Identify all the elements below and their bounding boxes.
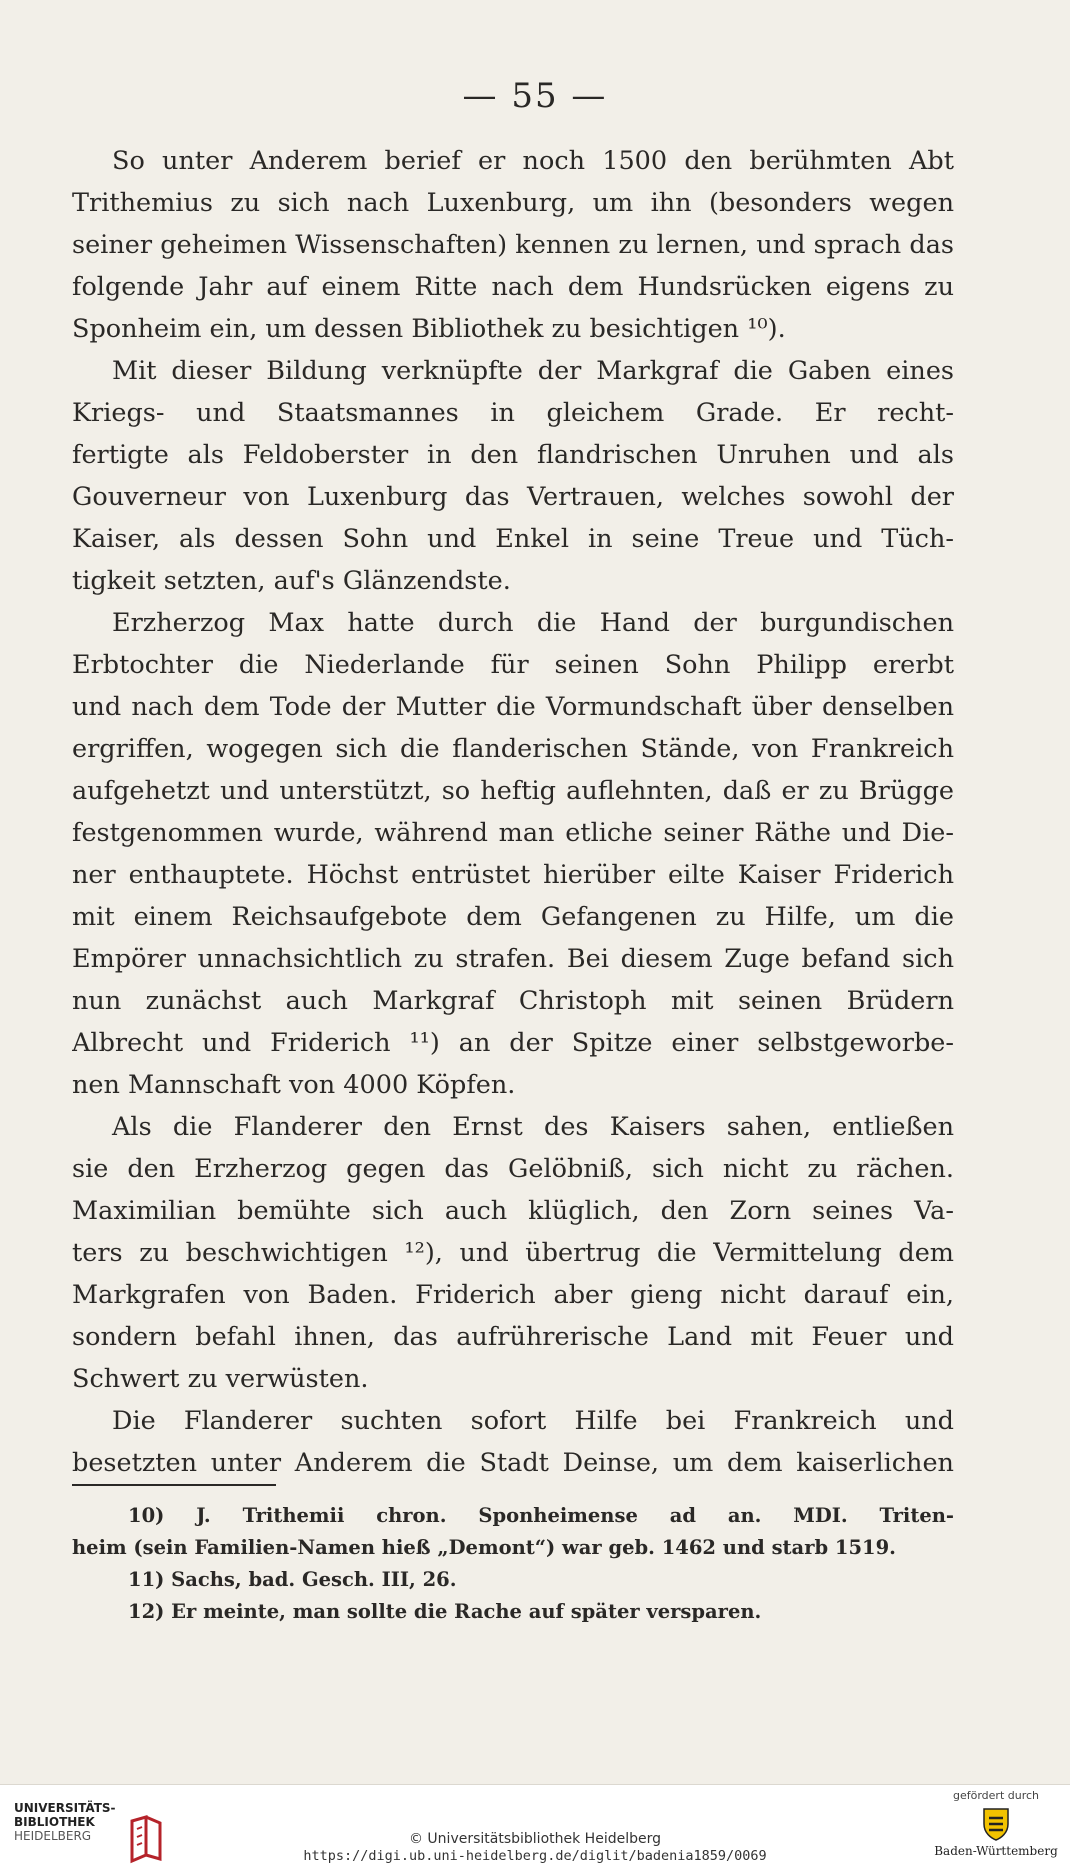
text-line: ner enthauptete. Höchst entrüstet hierüber eilte Kaiser Friderich bbox=[72, 860, 954, 890]
text-line: Als die Flanderer den Ernst des Kaisers sahen, entließen bbox=[112, 1112, 954, 1142]
text-line: sondern befahl ihnen, das aufrührerische Land mit Feuer und bbox=[72, 1322, 954, 1352]
text-line: Markgrafen von Baden. Friderich aber gieng nicht darauf ein, bbox=[72, 1280, 954, 1310]
text-line: Albrecht und Friderich ¹¹) an der Spitze einer selbstgeworbe- bbox=[72, 1028, 954, 1058]
text-line: nen Mannschaft von 4000 Köpfen. bbox=[72, 1070, 516, 1100]
library-logo[interactable] bbox=[14, 1801, 154, 1843]
text-line: sie den Erzherzog gegen das Gelöbniß, sich nicht zu rächen. bbox=[72, 1154, 954, 1184]
text-line: mit einem Reichsaufgebote dem Gefangenen zu Hilfe, um die bbox=[72, 902, 954, 932]
text-line: ergriffen, wogegen sich die flanderischen Stände, von Frankreich bbox=[72, 734, 954, 764]
text-line: Sponheim ein, um dessen Bibliothek zu besichtigen ¹⁰). bbox=[72, 314, 786, 344]
sponsor-label: gefördert durch bbox=[952, 1789, 1040, 1802]
text-line: Die Flanderer suchten sofort Hilfe bei Frankreich und bbox=[112, 1406, 954, 1436]
copyright-notice: © Universitätsbibliothek Heidelberg bbox=[408, 1831, 661, 1847]
text-line: fertigte als Feldoberster in den flandrischen Unruhen und als bbox=[72, 440, 954, 470]
text-line: tigkeit setzten, auf's Glänzendste. bbox=[72, 566, 511, 596]
text-line: Erzherzog Max hatte durch die Hand der burgundischen bbox=[112, 608, 954, 638]
text-line: Kaiser, als dessen Sohn und Enkel in seine Treue und Tüch- bbox=[72, 524, 954, 554]
text-line: Gouverneur von Luxenburg das Vertrauen, welches sowohl der bbox=[72, 482, 954, 512]
library-city: HEIDELBERG bbox=[14, 1829, 92, 1843]
paragraph bbox=[72, 350, 954, 602]
page-footer bbox=[0, 1784, 1070, 1868]
text-line: festgenommen wurde, während man etliche seiner Räthe und Die- bbox=[72, 818, 954, 848]
text-line: Mit dieser Bildung verknüpfte der Markgraf die Gaben eines bbox=[112, 356, 954, 386]
paragraph bbox=[72, 140, 954, 350]
footnote-line: heim (sein Familien-Namen hieß „Demont“) war geb. 1462 und starb 1519. bbox=[72, 1536, 896, 1559]
baden-wuerttemberg-crest-icon bbox=[981, 1806, 1011, 1842]
library-name-line: BIBLIOTHEK bbox=[14, 1815, 95, 1829]
text-line: seiner geheimen Wissenschaften) kennen zu lernen, und sprach das bbox=[72, 230, 954, 260]
page-number: — 55 — bbox=[462, 76, 608, 116]
library-name-line: UNIVERSITÄTS- bbox=[14, 1801, 116, 1815]
footnote-divider bbox=[72, 1484, 276, 1486]
text-line: Maximilian bemühte sich auch klüglich, den Zorn seines Va- bbox=[72, 1196, 954, 1226]
footnote-line: 11) Sachs, bad. Gesch. III, 26. bbox=[128, 1568, 457, 1591]
text-line: Empörer unnachsichtlich zu strafen. Bei diesem Zuge befand sich bbox=[72, 944, 954, 974]
text-line: und nach dem Tode der Mutter die Vormundschaft über denselben bbox=[72, 692, 954, 722]
text-line: Erbtochter die Niederlande für seinen Sohn Philipp ererbt bbox=[72, 650, 954, 680]
footnotes bbox=[72, 1500, 954, 1628]
text-line: besetzten unter Anderem die Stadt Deinse, um dem kaiserlichen bbox=[72, 1448, 954, 1478]
ub-heidelberg-logo-icon bbox=[126, 1815, 164, 1865]
text-line: folgende Jahr auf einem Ritte nach dem Hundsrücken eigens zu bbox=[72, 272, 954, 302]
paragraph bbox=[72, 1106, 954, 1400]
text-line: Kriegs- und Staatsmannes in gleichem Grade. Er recht- bbox=[72, 398, 954, 428]
credits bbox=[300, 1831, 770, 1865]
paragraph bbox=[72, 1400, 954, 1484]
permalink-url[interactable]: https://digi.ub.uni-heidelberg.de/diglit/badenia1859/0069 bbox=[303, 1848, 767, 1864]
sponsor-block bbox=[934, 1789, 1058, 1858]
body-text bbox=[72, 140, 954, 1484]
paragraph bbox=[72, 602, 954, 1106]
text-line: Trithemius zu sich nach Luxenburg, um ihn (besonders wegen bbox=[72, 188, 954, 218]
text-line: Schwert zu verwüsten. bbox=[72, 1364, 369, 1394]
footnote-line: 12) Er meinte, man sollte die Rache auf später versparen. bbox=[128, 1600, 762, 1623]
text-line: So unter Anderem berief er noch 1500 den berühmten Abt bbox=[112, 146, 954, 176]
sponsor-name: Baden-Württemberg bbox=[934, 1844, 1058, 1858]
text-line: aufgehetzt und unterstützt, so heftig auflehnten, daß er zu Brügge bbox=[72, 776, 954, 806]
text-line: ters zu beschwichtigen ¹²), und übertrug die Vermittelung dem bbox=[72, 1238, 954, 1268]
footnote-line: 10) J. Trithemii chron. Sponheimense ad an. MDI. Triten- bbox=[128, 1504, 954, 1527]
text-line: nun zunächst auch Markgraf Christoph mit seinen Brüdern bbox=[72, 986, 954, 1016]
